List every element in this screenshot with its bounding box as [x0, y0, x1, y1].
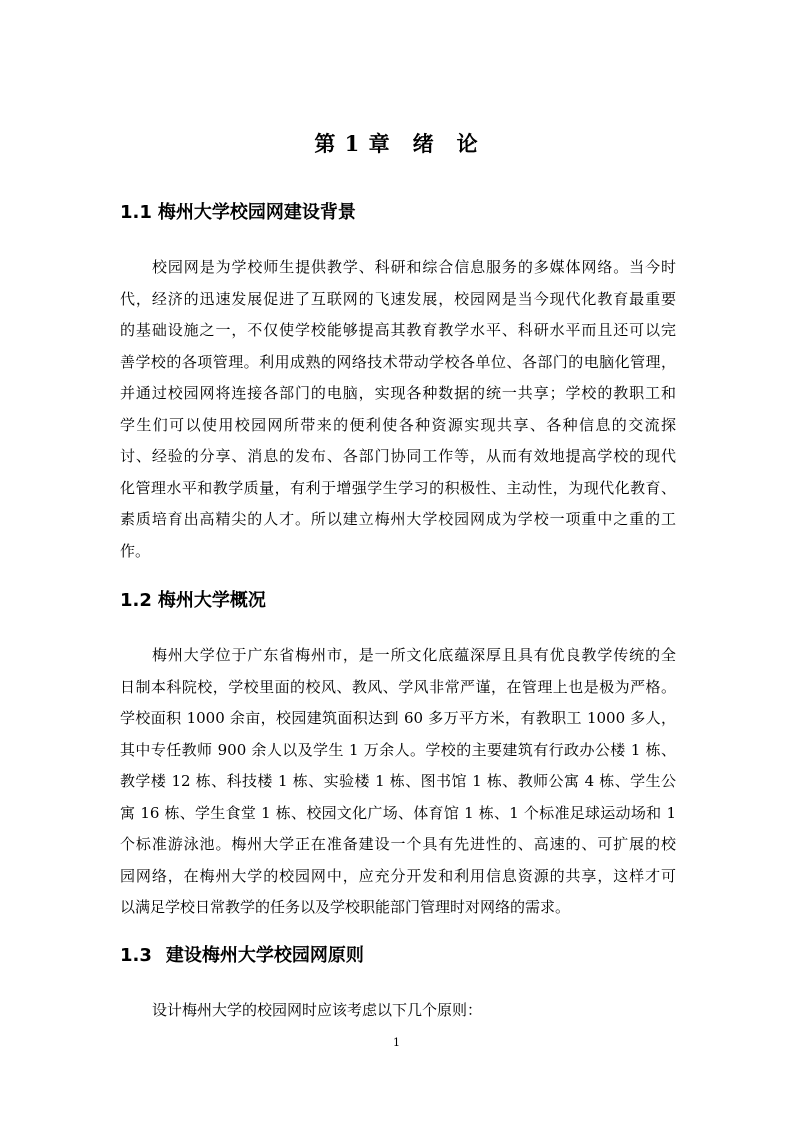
paragraph-line: 化管理水平和教学质量，有利于增强学生学习的积极性、主动性，为现代化教育、 [120, 478, 676, 497]
page-number: 1 [393, 1036, 400, 1049]
paragraph-line: 的基础设施之一，不仅使学校能够提高其教育教学水平、科研水平而且还可以完 [120, 321, 676, 339]
paragraph-line: 设计梅州大学的校园网时应该考虑以下几个原则： [152, 1001, 483, 1019]
section-number: 1.3 [120, 945, 152, 966]
chapter-title-char-1: 绪 [412, 131, 435, 156]
paragraph-line: 园网络，在梅州大学的校园网中，应充分开发和利用信息资源的共享，这样才可 [120, 866, 676, 885]
section-heading-1-1 [120, 199, 680, 227]
paragraph-line: 代，经济的迅速发展促进了互联网的飞速发展，校园网是当今现代化教育最重要 [120, 289, 676, 308]
chapter-title-char-2: 论 [456, 131, 479, 156]
paragraph-line: 以满足学校日常教学的任务以及学校职能部门管理时对网络的需求。 [120, 898, 571, 916]
section-number: 1.2 [120, 590, 152, 611]
paragraph-line: 作。 [120, 541, 151, 560]
paragraph-line: 学校面积 1000 余亩，校园建筑面积达到 60 多万平方米，有教职工 1000 多人， [120, 709, 676, 727]
section-1-3-paragraph [120, 995, 676, 1027]
paragraph-line: 讨、经验的分享、消息的发布、各部门协同工作等，从而有效地提高学校的现代 [120, 447, 676, 465]
chapter-title [0, 129, 793, 159]
section-1-1-paragraph [120, 252, 676, 567]
paragraph-line: 日制本科院校，学校里面的校风、教风、学风非常严谨，在管理上也是极为严格。 [120, 677, 676, 696]
section-heading-1-2 [120, 587, 680, 615]
chapter-label: 第 1 章 [314, 131, 391, 156]
paragraph-line: 教学楼 12 栋、科技楼 1 栋、实验楼 1 栋、图书馆 1 栋、教师公寓 4 栋、学生公 [120, 772, 676, 790]
section-number: 1.1 [120, 202, 152, 223]
paragraph-line: 并通过校园网将连接各部门的电脑，实现各种数据的统一共享；学校的教职工和 [120, 384, 676, 402]
paragraph-line: 梅州大学位于广东省梅州市，是一所文化底蕴深厚且具有优良教学传统的全 [152, 646, 676, 664]
paragraph-line: 素质培育出高精尖的人才。所以建立梅州大学校园网成为学校一项重中之重的工 [120, 510, 676, 528]
section-1-2-paragraph [120, 640, 676, 924]
paragraph-line: 寓 16 栋、学生食堂 1 栋、校园文化广场、体育馆 1 栋、1 个标准足球运动场和 1 [120, 803, 676, 822]
section-title: 梅州大学概况 [157, 590, 266, 611]
paragraph-line: 其中专任教师 900 余人以及学生 1 万余人。学校的主要建筑有行政办公楼 1 栋、 [120, 740, 676, 759]
section-title: 梅州大学校园网建设背景 [157, 202, 356, 223]
paragraph-line: 个标准游泳池。梅州大学正在准备建设一个具有先进性的、高速的、可扩展的校 [120, 835, 676, 853]
paragraph-line: 善学校的各项管理。利用成熟的网络技术带动学校各单位、各部门的电脑化管理， [120, 352, 676, 371]
section-title: 建设梅州大学校园网原则 [165, 945, 364, 966]
paragraph-line: 学生们可以使用校园网所带来的便利使各种资源实现共享、各种信息的交流探 [120, 415, 676, 434]
section-heading-1-3 [120, 942, 680, 970]
paragraph-line: 校园网是为学校师生提供教学、科研和综合信息服务的多媒体网络。当今时 [152, 258, 676, 276]
